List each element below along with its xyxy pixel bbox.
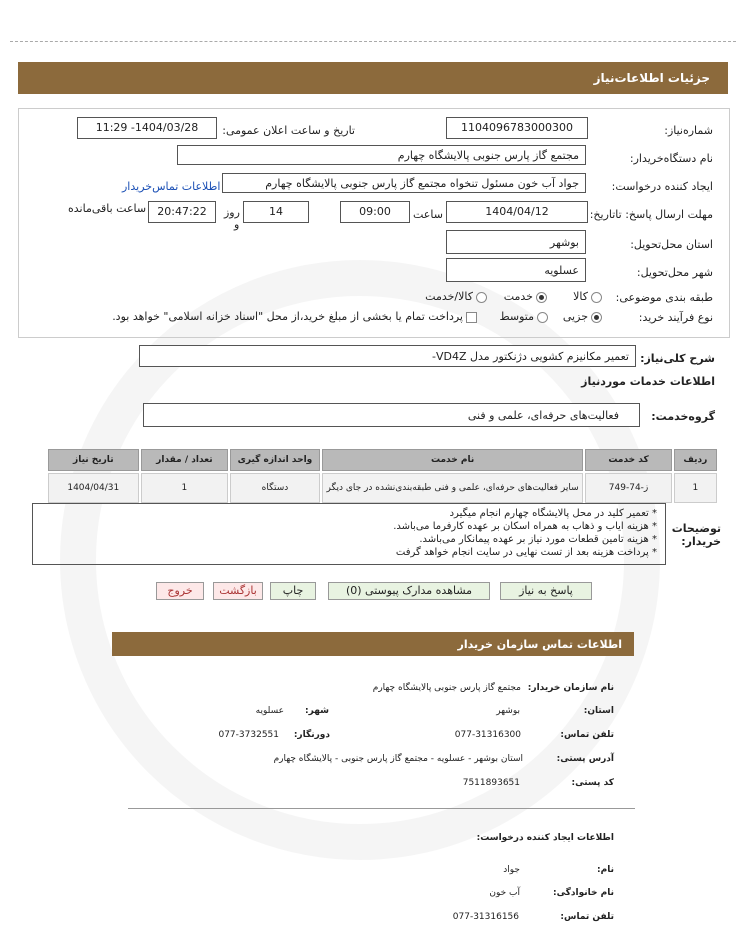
top-divider [10,41,736,42]
note-line: * تعمیر کلید در محل پالایشگاه چهارم انجام میگیرد [449,508,657,519]
keyword-field: تعمیر مکانیزم کشویی دژنکتور مدل VD4Z- [139,345,636,367]
deadline-date-field: 1404/04/12 [446,201,588,223]
province-value-2: بوشهر [496,706,520,716]
province-field: بوشهر [446,230,586,254]
category-option-goods-service[interactable]: کالا/خدمت [425,290,487,303]
creator-phone-value: 077-31316156 [452,912,519,922]
org-label: نام سازمان خریدار: [527,683,614,693]
need-number-field: 1104096783000300 [446,117,588,139]
city-label-2: شهر: [305,706,329,716]
deadline-time-field: 09:00 [340,201,410,223]
and-label: و [234,218,240,231]
services-title: اطلاعات خدمات موردنیاز [581,375,715,388]
page-header [18,62,728,94]
attachments-button[interactable]: مشاهده مدارک پیوستی (0) [328,582,490,600]
reply-button[interactable]: پاسخ به نیاز [500,582,592,600]
days-label: روز [224,206,240,219]
note-line: * پرداخت هزینه بعد از تست نهایی در سایت انجام خواهد گرفت [395,547,657,558]
org-value: مجتمع گاز پارس جنوبی پالایشگاه چهارم [372,683,521,693]
checkbox-icon [466,312,477,323]
services-table [46,447,719,505]
creator-phone-label: تلفن تماس: [560,912,614,922]
radio-icon [537,312,548,323]
col-date: تاریخ نیاز [48,449,139,471]
buyer-org-label: نام دستگاه‌خریدار: [629,152,713,165]
city-value-2: عسلویه [255,706,284,716]
deadline-label: مهلت ارسال پاسخ: تاتاریخ: [589,208,713,221]
radio-checked-icon [536,292,547,303]
province-label-2: استان: [583,706,614,716]
radio-icon [591,292,602,303]
col-qty: تعداد / مقدار [141,449,229,471]
back-button[interactable]: بازگشت [213,582,263,600]
days-field: 14 [243,201,309,223]
address-label: آدرس پستی: [556,754,614,764]
cell-unit: دستگاه [230,473,320,503]
creator-label: ایجاد کننده درخواست: [611,180,713,193]
category-label: طبقه بندی موضوعی: [615,291,713,304]
print-button[interactable]: چاپ [270,582,316,600]
col-unit: واحد اندازه گیری [230,449,320,471]
fax-label: دورنگار: [293,730,330,740]
radio-icon [476,292,487,303]
postal-label: کد پستی: [571,778,614,788]
service-group-label: گروه‌خدمت: [651,410,715,423]
creator-info-title: اطلاعات ایجاد کننده درخواست: [476,833,614,843]
category-option-service[interactable]: خدمت [504,290,547,303]
cell-name: سایر فعالیت‌های حرفه‌ای، علمی و فنی طبقه‌بندی‌نشده در جای دیگر [322,473,584,503]
cell-row: 1 [674,473,717,503]
category-option-goods[interactable]: کالا [573,290,602,303]
note-line: * هزینه ایاب و ذهاب به همراه اسکان بر عهده کارفرما می‌باشد. [393,521,657,532]
cell-date: 1404/04/31 [48,473,139,503]
contact-header [112,632,634,656]
name-value: جواد [503,865,520,875]
page-title: جزئیات اطلاعات‌نیاز [593,71,710,85]
phone-label: تلفن تماس: [560,730,614,740]
announce-date-label: تاریخ و ساعت اعلان عمومی: [222,124,355,137]
exit-button[interactable]: خروج [156,582,204,600]
buyer-contact-link[interactable]: اطلاعات تماس‌خریدار [122,180,221,193]
col-row: ردیف [674,449,717,471]
service-group-field: فعالیت‌های حرفه‌ای، علمی و فنی [143,403,640,427]
col-name: نام خدمت [322,449,584,471]
deadline-time-label: ساعت [413,208,443,221]
cell-code: ز-74-749 [585,473,671,503]
process-option-minor[interactable]: جزیی [563,310,602,323]
cell-qty: 1 [141,473,229,503]
fax-value: 077-3732551 [218,730,279,740]
keyword-label: شرح کلی‌نیاز: [640,352,715,365]
process-label: نوع فرآیند خرید: [638,311,713,324]
col-code: کد خدمت [585,449,671,471]
remaining-time-field: 20:47:22 [148,201,216,223]
note-line: * هزینه تامین قطعات مورد نیاز بر عهده پیمانکار می‌باشد. [419,534,657,545]
treasury-checkbox[interactable]: پرداخت تمام یا بخشی از مبلغ خرید،از محل "اسناد خزانه اسلامی" خواهد بود. [112,310,477,323]
creator-field: جواد آب خون مسئول تنخواه مجتمع گاز پارس جنوبی پالایشگاه چهارم [222,173,586,193]
family-label: نام خانوادگی: [552,888,614,898]
remaining-label: ساعت باقی‌مانده [68,202,147,215]
address-value: استان بوشهر - عسلویه - مجتمع گاز پارس جنوبی - پالایشگاه چهارم [273,754,523,764]
phone-value: 077-31316300 [454,730,521,740]
need-number-label: شماره‌نیاز: [664,124,713,137]
contact-divider [128,808,635,809]
process-option-medium[interactable]: متوسط [499,310,548,323]
city-field: عسلویه [446,258,586,282]
city-label: شهر محل‌تحویل: [636,266,713,279]
announce-date-field: 1404/03/28- 11:29 [77,117,217,139]
table-row [48,473,717,503]
postal-value: 7511893651 [462,778,520,788]
notes-label: توضیحات خریدار: [671,522,721,548]
buyer-org-field: مجتمع گاز پارس جنوبی پالایشگاه چهارم [177,145,586,165]
notes-box [32,503,666,565]
contact-title: اطلاعات تماس سازمان خریدار [457,638,622,651]
family-value: آب خون [489,888,520,898]
radio-checked-icon [591,312,602,323]
province-label: استان محل‌تحویل: [630,238,713,251]
name-label: نام: [597,865,614,875]
